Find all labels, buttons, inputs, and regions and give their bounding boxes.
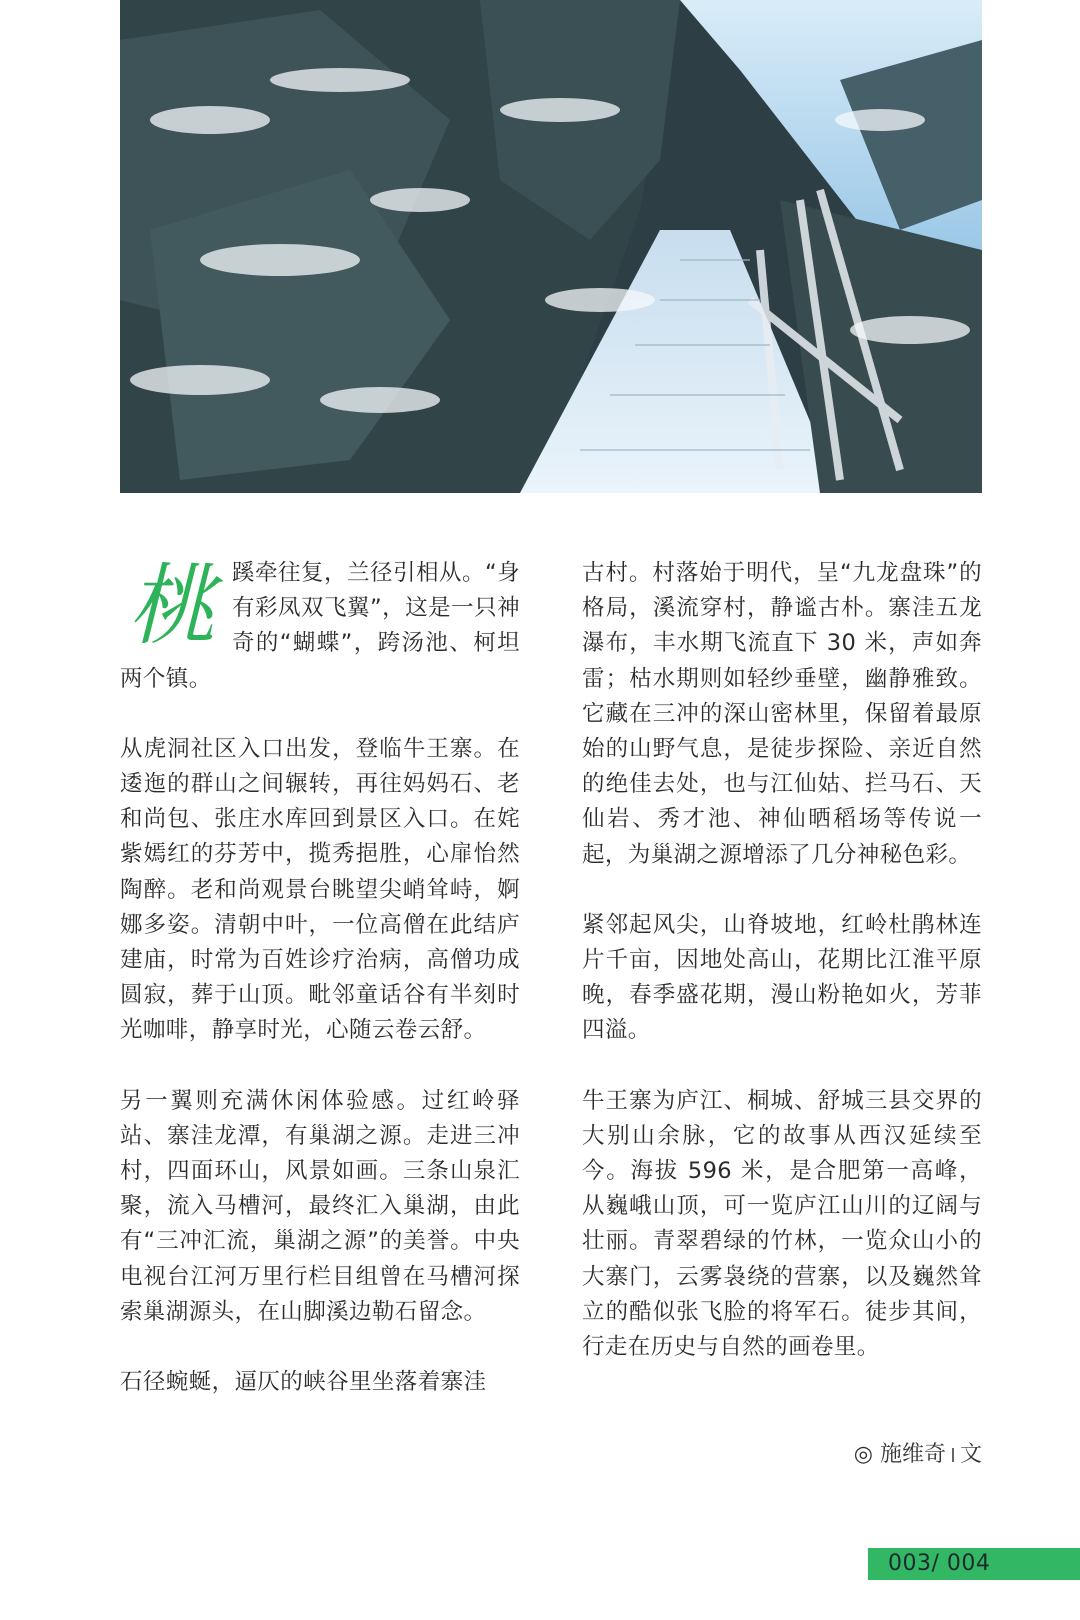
article-paragraph [120, 556, 520, 697]
article-paragraph: 紧邻起风尖，山脊坡地，红岭杜鹃林连片千亩，因地处高山，花期比江淮平原晚，春季盛花期，漫山粉艳如火，芳菲四溢。 [582, 911, 982, 1044]
article-column-right [582, 556, 982, 1400]
drop-cap: 桃 [127, 554, 217, 657]
page-number-badge: 003/ 004 [868, 1548, 1080, 1580]
article-paragraph: 石径蜿蜒，逼仄的峡谷里坐落着寨洼 [120, 1369, 487, 1396]
article-column-left [120, 556, 520, 1435]
byline-separator [952, 1448, 954, 1462]
paragraph-text: 蹊牵往复，兰径引相从。“身有彩凤双飞翼”，这是一只神奇的“蝴蝶”，跨汤池、柯坦两个镇。 [120, 560, 520, 692]
author-byline [854, 1437, 982, 1468]
article-paragraph: 另一翼则充满休闲体验感。过红岭驿站、寨洼龙潭，有巢湖之源。走进三冲村，四面环山，风景如画。三条山泉汇聚，流入马槽河，最终汇入巢湖，由此有“三冲汇流，巢湖之源”的美誉。中央电视台江河万里行栏目组曾在马槽河探索巢湖源头，在山脚溪边勒石留念。 [120, 1087, 520, 1325]
article-paragraph: 从虎洞社区入口出发，登临牛王寨。在逶迤的群山之间辗转，再往妈妈石、老和尚包、张庄水库回到景区入口。在姹紫嫣红的芬芳中，揽秀挹胜，心扉怡然陶醉。老和尚观景台眺望尖峭耸峙，婀娜多姿。清朝中叶，一位高僧在此结庐建庙，时常为百姓诊疗治病，高僧功成圆寂，葬于山顶。毗邻童话谷有半刻时光咖啡，静享时光，心随云卷云舒。 [120, 735, 520, 1044]
hero-photo-snowy-stone-path [120, 0, 982, 493]
byline-author: ◎ 施维奇 [853, 1442, 946, 1467]
article-paragraph: 牛王寨为庐江、桐城、舒城三县交界的大别山余脉，它的故事从西汉延续至今。海拔 596 米，是合肥第一高峰，从巍峨山顶，可一览庐江山川的辽阔与壮丽。青翠碧绿的竹林，一览众山小的大寨门，云雾袅绕的营寨，以及巍然耸立的酷似张飞脸的将军石。徒步其间，行走在历史与自然的画卷里。 [582, 1087, 982, 1361]
article-paragraph: 古村。村落始于明代，呈“九龙盘珠”的格局，溪流穿村，静谧古朴。寨洼五龙瀑布，丰水期飞流直下 30 米，声如奔雷；枯水期则如轻纱垂壁，幽静雅致。它藏在三冲的深山密林里，保留着最原始的山野气息，是徒步探险、亲近自然的绝佳去处，也与江仙姑、拦马石、天仙岩、秀才池、神仙晒稻场等传说一起，为巢湖之源增添了几分神秘色彩。 [582, 560, 982, 868]
byline-role: 文 [959, 1442, 982, 1467]
